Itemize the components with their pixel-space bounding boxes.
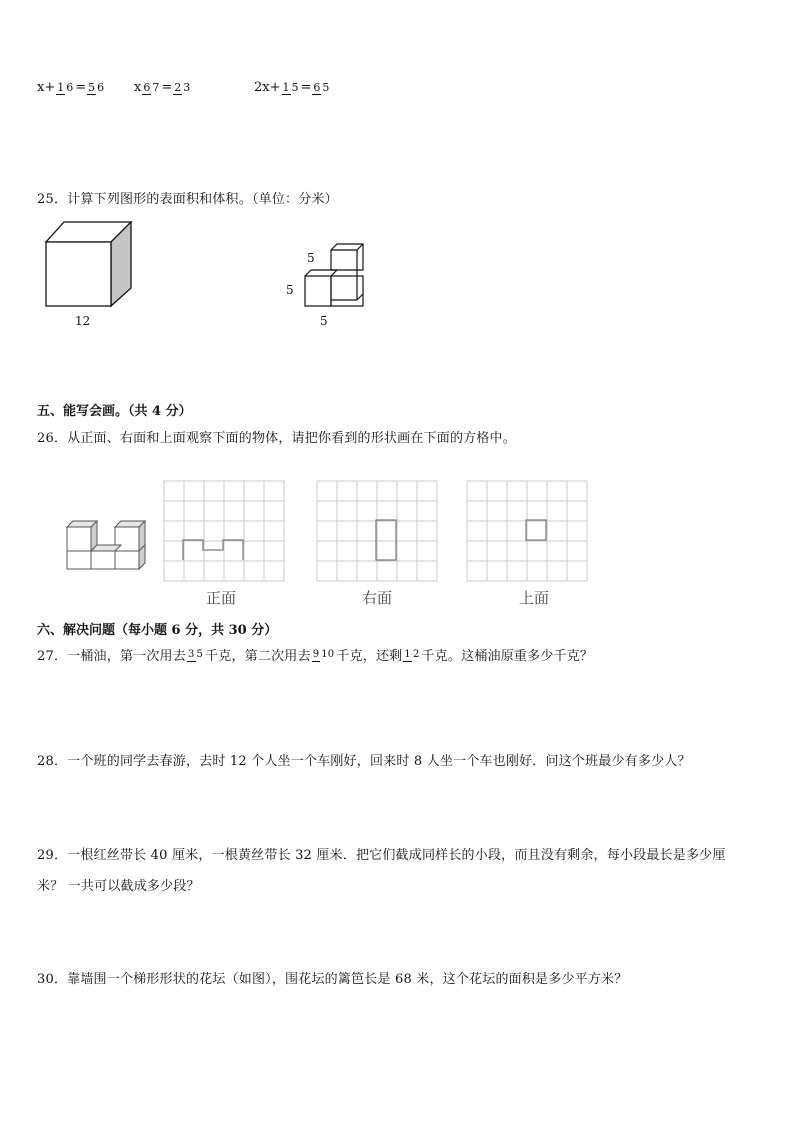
block-object-figure <box>63 515 147 575</box>
question-29-line-1: 29．一根红丝带长 40 厘米，一根黄丝带长 32 厘米．把它们截成同样长的小段，而且没有剩余，每小段最长是多少厘 <box>37 848 726 863</box>
cube-edge-label: 12 <box>75 314 91 328</box>
stack-label-left: 5 <box>286 283 294 297</box>
q27-part-a: 27．一桶油，第一次用去 <box>37 649 186 664</box>
section-6-title: 六、解决问题（每小题 6 分，共 30 分） <box>37 623 278 638</box>
stack-label-top: 5 <box>307 251 315 265</box>
question-25: 25．计算下列图形的表面积和体积。（单位：分米） <box>37 192 338 207</box>
equation-3-prefix: 2x+ <box>254 80 281 95</box>
question-27 <box>37 645 593 664</box>
grid-label-top: 上面 <box>519 589 550 607</box>
section-5-title: 五、能写会画。（共 4 分） <box>37 404 192 419</box>
equation-1 <box>37 80 106 95</box>
grid-right-view <box>316 480 440 584</box>
grid-label-right: 右面 <box>362 589 393 607</box>
q27-fraction-1: 3 5 <box>187 649 204 660</box>
equals-sign: = <box>300 80 312 95</box>
question-29-line-2: 米？ 一共可以截成多少段？ <box>37 879 200 894</box>
equation-3-fraction-b: 6 5 <box>313 80 330 94</box>
equation-2 <box>134 80 192 95</box>
equation-2-fraction-a: 6 7 <box>143 80 160 94</box>
question-28: 28．一个班的同学去春游，去时 12 个人坐一个车刚好，回来时 8 人坐一个车也刚好．问这个班最少有多少人？ <box>37 754 691 769</box>
stacked-cubes-figure <box>295 236 375 316</box>
grid-top-view <box>466 480 590 584</box>
cube-figure <box>44 221 144 313</box>
question-26: 26．从正面、右面和上面观察下面的物体，请把你看到的形状画在下面的方格中。 <box>37 431 516 446</box>
q27-fraction-3: 1 2 <box>404 649 420 660</box>
equation-1-fraction-a: 1 6 <box>57 80 74 94</box>
q27-part-b: 千克，第二次用去 <box>205 649 311 664</box>
q27-part-d: 千克。这桶油原重多少千克？ <box>421 649 594 664</box>
equation-2-fraction-b: 2 3 <box>174 80 191 94</box>
equals-sign: = <box>75 80 87 95</box>
q27-fraction-2: 9 10 <box>312 649 335 660</box>
equals-sign: = <box>161 80 173 95</box>
stack-label-bottom: 5 <box>320 314 328 328</box>
equation-3-fraction-a: 1 5 <box>282 80 299 94</box>
question-30: 30．靠墙围一个梯形形状的花坛（如图），围花坛的篱笆长是 68 米，这个花坛的面积是多少平方米？ <box>37 972 628 987</box>
equation-3 <box>254 80 331 95</box>
q27-part-c: 千克，还剩 <box>336 649 403 664</box>
grid-label-front: 正面 <box>206 589 237 607</box>
equation-2-prefix: x <box>134 80 142 95</box>
equation-1-fraction-b: 5 6 <box>88 80 105 94</box>
grid-front-view <box>163 480 287 584</box>
equation-1-prefix: x+ <box>37 80 56 95</box>
